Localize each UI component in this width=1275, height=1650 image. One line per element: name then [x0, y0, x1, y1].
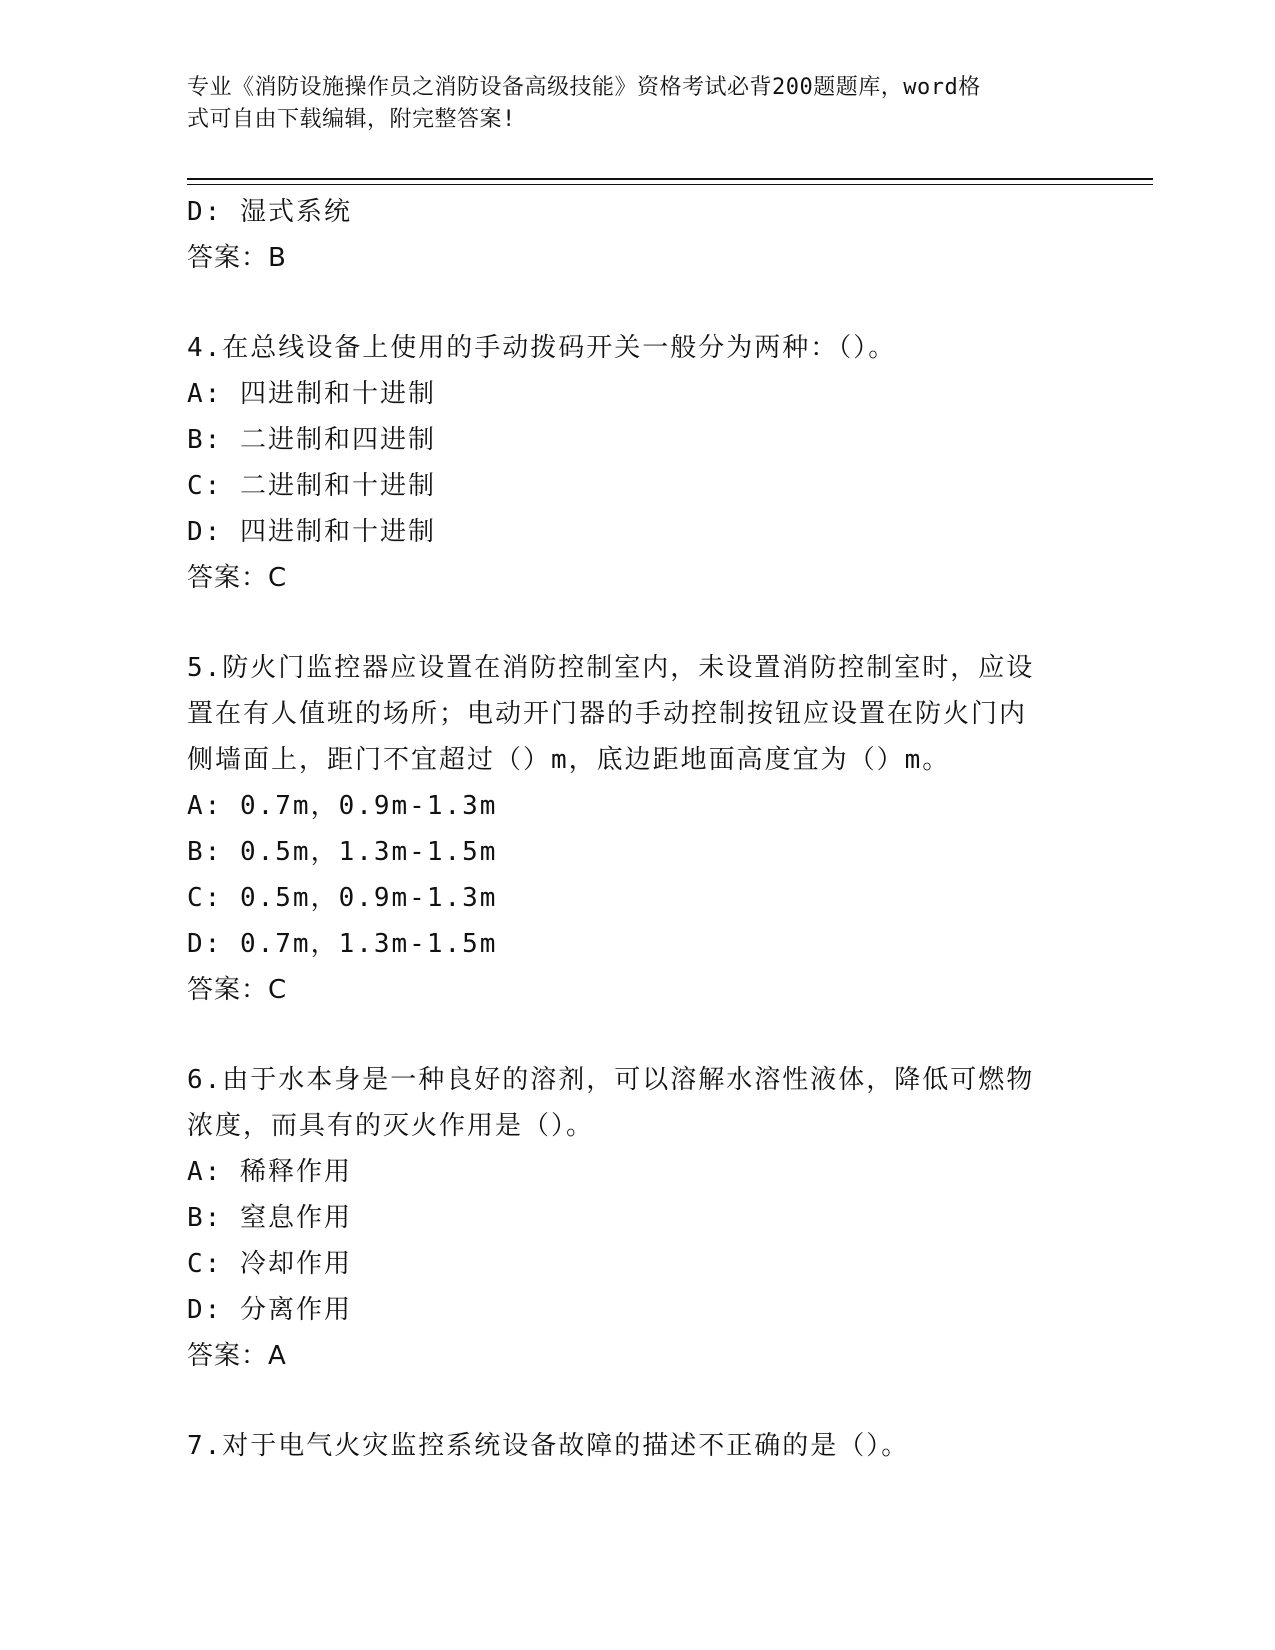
question-5: [187, 645, 1067, 1013]
question-stem: 7.对于电气火灾监控系统设备故障的描述不正确的是（）。: [187, 1431, 910, 1461]
question-stem-line-2: 浓度，而具有的灭火作用是（）。: [187, 1111, 595, 1141]
question-6: [187, 1057, 1067, 1379]
option-c: C: 0.5m，0.9m-1.3m: [187, 883, 498, 913]
question-stem-line-1: 5.防火门监控器应设置在消防控制室内，未设置消防控制室时，应设: [187, 653, 1035, 683]
answer-line: 答案：B: [187, 243, 287, 273]
option-c: C: 二进制和十进制: [187, 471, 436, 501]
header-line-1: 专业《消防设施操作员之消防设备高级技能》资格考试必背200题题库，word格: [187, 75, 981, 100]
option-d: D: 分离作用: [187, 1295, 352, 1325]
page-header: [187, 72, 1067, 136]
header-line-2: 式可自由下载编辑，附完整答案!: [187, 107, 516, 132]
option-b: B: 二进制和四进制: [187, 425, 436, 455]
question-stem-line-1: 6.由于水本身是一种良好的溶剂，可以溶解水溶性液体，降低可燃物: [187, 1065, 1035, 1095]
question-stem-line-2: 置在有人值班的场所；电动开门器的手动控制按钮应设置在防火门内: [187, 699, 1028, 729]
option-a: A: 0.7m，0.9m-1.3m: [187, 791, 498, 821]
question-stem-line-3: 侧墙面上，距门不宜超过（）m，底边距地面高度宜为（）m。: [187, 745, 951, 775]
header-divider-thin: [187, 184, 1153, 185]
option-d: D: 四进制和十进制: [187, 517, 436, 547]
option-d: D: 湿式系统: [187, 197, 352, 227]
header-divider-thick: [187, 178, 1153, 180]
option-c: C: 冷却作用: [187, 1249, 352, 1279]
question-4: [187, 325, 1067, 601]
option-a: A: 四进制和十进制: [187, 379, 436, 409]
answer-line: 答案：C: [187, 563, 288, 593]
answer-line: 答案：A: [187, 1341, 287, 1371]
option-b: B: 窒息作用: [187, 1203, 352, 1233]
question-7: [187, 1423, 1067, 1469]
answer-line: 答案：C: [187, 975, 288, 1005]
option-a: A: 稀释作用: [187, 1157, 352, 1187]
question-stem: 4.在总线设备上使用的手动拨码开关一般分为两种：（）。: [187, 333, 897, 363]
option-b: B: 0.5m，1.3m-1.5m: [187, 837, 498, 867]
document-body: [187, 189, 1067, 1469]
option-d: D: 0.7m，1.3m-1.5m: [187, 929, 498, 959]
